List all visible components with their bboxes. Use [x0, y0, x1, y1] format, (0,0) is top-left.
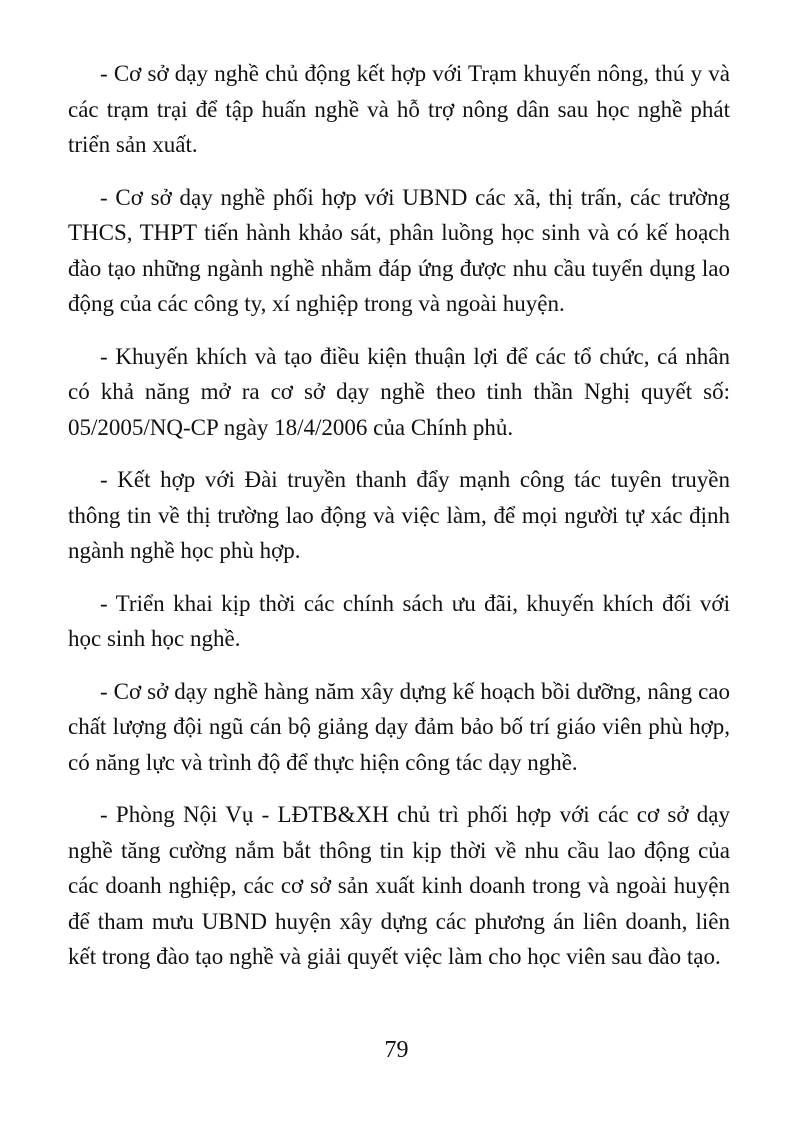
paragraph-2: - Cơ sở dạy nghề phối hợp với UBND các xã, thị trấn, các trường THCS, THPT tiến hành khảo sát, phân luồng học sinh và có kế hoạch đào tạo những ngành nghề nhằm đáp ứng được nhu cầu tuyển dụng lao động của các công ty, xí nghiệp trong và ngoài huyện. [68, 184, 730, 316]
paragraph-5: - Triển khai kịp thời các chính sách ưu đãi, khuyến khích đối với học sinh học nghề. [68, 590, 730, 651]
paragraph-7: - Phòng Nội Vụ - LĐTB&XH chủ trì phối hợp với các cơ sở dạy nghề tăng cường nắm bắt thông tin kịp thời về nhu cầu lao động của các doanh nghiệp, các cơ sở sản xuất kinh doanh trong và ngoài huyện để tham mưu UBND huyện xây dựng các phương án liên doanh, liên kết trong đào tạo nghề và giải quyết việc làm cho học viên sau đào tạo. [68, 802, 730, 969]
paragraph-3: - Khuyến khích và tạo điều kiện thuận lợi để các tổ chức, cá nhân có khả năng mở ra cơ sở dạy nghề theo tinh thần Nghị quyết số: 05/2005/NQ-CP ngày 18/4/2006 của Chính phủ. [68, 343, 730, 440]
paragraph-4: - Kết hợp với Đài truyền thanh đẩy mạnh công tác tuyên truyền thông tin về thị trường lao động và việc làm, để mọi người tự xác định ngành nghề học phù hợp. [68, 467, 730, 563]
paragraph-6: - Cơ sở dạy nghề hàng năm xây dựng kế hoạch bồi dưỡng, nâng cao chất lượng đội ngũ cán bộ giảng dạy đảm bảo bố trí giáo viên phù hợp, có năng lực và trình độ để thực hiện công tác dạy nghề. [68, 678, 730, 775]
paragraph-1: - Cơ sở dạy nghề chủ động kết hợp với Trạm khuyến nông, thú y và các trạm trại để tập huấn nghề và hỗ trợ nông dân sau học nghề phát triển sản xuất. [68, 61, 730, 157]
page-number: 79 [384, 1037, 409, 1063]
body-text [68, 56, 730, 975]
